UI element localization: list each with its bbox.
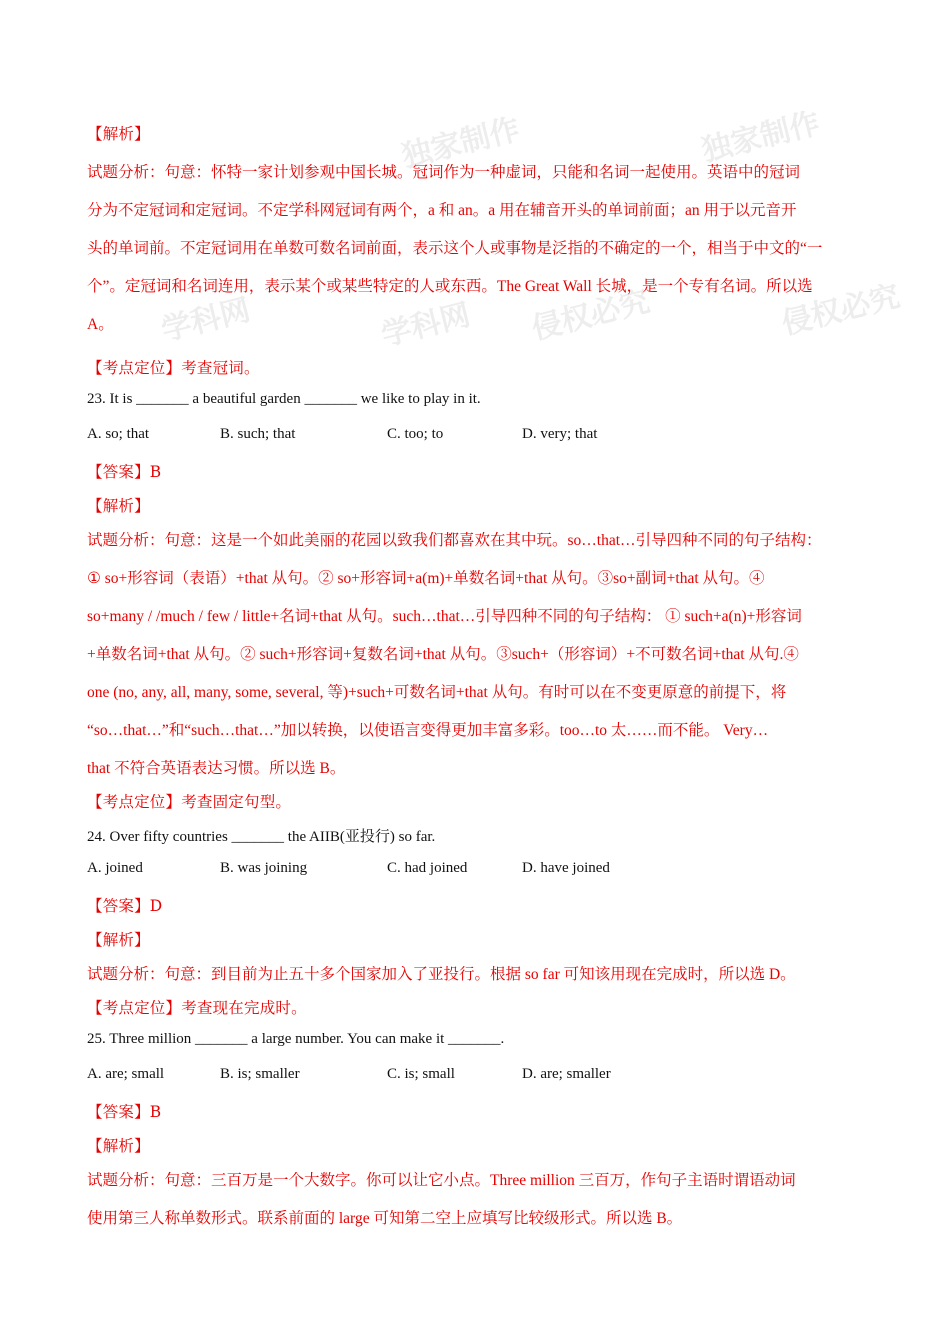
point-label: 【考点定位】考查固定句型。: [87, 793, 292, 811]
analysis-line: “so…that…”和“such…that…”加以转换，以使语言变得更加丰富多彩。too…to 太……而不能。 Very…: [87, 722, 769, 739]
analysis-line: +单数名词+that 从句。② such+形容词+复数名词+that 从句。③such+（形容词）+不可数名词+that 从句.④: [87, 646, 799, 663]
analysis-label: 【解析】: [87, 125, 150, 143]
option-a: A. are; small: [87, 1066, 165, 1082]
watermark: 学科网: [377, 297, 474, 354]
analysis-line: one (no, any, all, many, some, several, 等)+such+可数名词+that 从句。有时可以在不变更原意的前提下，将: [87, 684, 787, 701]
analysis-line: 使用第三人称单数形式。联系前面的 large 可知第二空上应填写比较级形式。所以选 B。: [87, 1210, 683, 1227]
option-d: D. very; that: [522, 426, 598, 442]
analysis-line: A。: [87, 316, 114, 333]
analysis-line: 个”。定冠词和名词连用，表示某个或某些特定的人或东西。The Great Wall 长城，是一个专有名词。所以选: [87, 278, 813, 295]
analysis-label: 【解析】: [87, 1137, 150, 1155]
option-c: C. too; to: [387, 426, 444, 442]
analysis-label: 【解析】: [87, 497, 150, 515]
analysis-line: 试题分析：句意：到目前为止五十多个国家加入了亚投行。根据 so far 可知该用现在完成时，所以选 D。: [87, 966, 796, 983]
option-b: B. was joining: [220, 860, 308, 876]
answer-label: 【答案】B: [87, 463, 162, 481]
analysis-line: that 不符合英语表达习惯。所以选 B。: [87, 760, 346, 777]
option-c: C. had joined: [387, 860, 468, 876]
watermark: 学科网: [157, 292, 254, 349]
option-a: A. so; that: [87, 426, 150, 442]
option-b: B. is; smaller: [220, 1066, 300, 1082]
analysis-line: so+many / /much / few / little+名词+that 从句。such…that…引导四种不同的句子结构： ① such+a(n)+形容词: [87, 608, 802, 625]
analysis-line: ① so+形容词（表语）+that 从句。② so+形容词+a(m)+单数名词+that 从句。③so+副词+that 从句。④: [87, 570, 765, 587]
option-d: D. have joined: [522, 860, 610, 876]
question-stem: 23. It is _______ a beautiful garden _______ we like to play in it.: [87, 391, 481, 407]
question-stem: 25. Three million _______ a large number. You can make it _______.: [87, 1031, 505, 1047]
analysis-line: 试题分析：句意：怀特一家计划参观中国长城。冠词作为一种虚词，只能和名词一起使用。英语中的冠词: [87, 164, 801, 181]
answer-label: 【答案】D: [87, 897, 163, 915]
analysis-label: 【解析】: [87, 931, 150, 949]
point-label: 【考点定位】考查冠词。: [87, 359, 260, 377]
watermark: 独家制作: [698, 105, 824, 169]
analysis-line: 试题分析：句意：三百万是一个大数字。你可以让它小点。Three million 三百万，作句子主语时谓语动词: [87, 1172, 796, 1189]
watermark: 独家制作: [398, 111, 524, 175]
watermark: 侵权必究: [778, 278, 904, 342]
watermark: 侵权必究: [528, 283, 654, 347]
analysis-line: 头的单词前。不定冠词用在单数可数名词前面，表示这个人或事物是泛指的不确定的一个，相当于中文的“一: [87, 240, 823, 257]
analysis-line: 分为不定冠词和定冠词。不定学科网冠词有两个，a 和 an。a 用在辅音开头的单词前面；an 用于以元音开: [87, 202, 797, 219]
point-label: 【考点定位】考查现在完成时。: [87, 999, 307, 1017]
option-a: A. joined: [87, 860, 143, 876]
option-d: D. are; smaller: [522, 1066, 611, 1082]
question-stem: 24. Over fifty countries _______ the AIIB(亚投行) so far.: [87, 829, 436, 845]
answer-label: 【答案】B: [87, 1103, 162, 1121]
option-b: B. such; that: [220, 426, 296, 442]
analysis-line: 试题分析：句意：这是一个如此美丽的花园以致我们都喜欢在其中玩。so…that…引导四种不同的句子结构：: [87, 532, 822, 549]
option-c: C. is; small: [387, 1066, 455, 1082]
